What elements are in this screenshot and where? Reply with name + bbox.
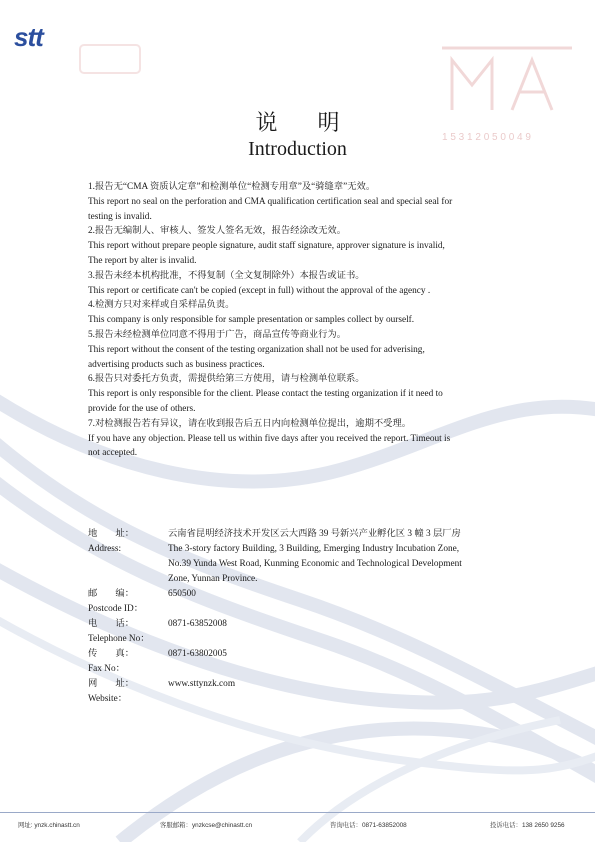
postcode-label-en: Postcode ID：: [88, 604, 144, 614]
website-value[interactable]: www.sttynzk.com: [168, 679, 236, 689]
address-row-en-2: [88, 557, 518, 572]
website-row-en: [88, 692, 518, 707]
fax-label-cn-2: 真：: [115, 649, 134, 659]
note-6-cn: 6.报告只对委托方负责，需提供给第三方使用，请与检测单位联系。: [88, 374, 365, 385]
note-1-en: This report no seal on the perforation and CMA qualification certification seal and special seal for: [88, 196, 453, 207]
fax-value: 0871-63802005: [168, 649, 227, 659]
note-6-en: provide for the use of others.: [88, 403, 196, 414]
postcode-label-cn-2: 编：: [115, 589, 134, 599]
note-5-en: This report without the consent of the testing organization shall not be used for adverising,: [88, 344, 425, 355]
footer-consult-phone: 咨询电话：0871-63852008: [330, 822, 407, 829]
address-row-en-3: [88, 572, 518, 587]
website-label-en: Website：: [88, 694, 128, 704]
note-2-en: The report by alter is invalid.: [88, 255, 197, 266]
note-6-en: This report is only responsible for the client. Please contact the testing organization if it need to: [88, 389, 443, 400]
note-3-en: This report or certificate can't be copied (except in full) without the approval of the agency .: [88, 285, 431, 296]
postcode-value: 650500: [168, 589, 196, 599]
note-1-en: testing is invalid.: [88, 211, 152, 222]
address-value-cn: 云南省昆明经济技术开发区云大西路 39 号新兴产业孵化区 3 幢 3 层厂房: [168, 529, 461, 539]
header-seal-imprint: [40, 40, 150, 80]
address-value-en-2: No.39 Yunda West Road, Kunming Economic and Technological Development: [168, 559, 462, 569]
page-title-en: Introduction: [248, 138, 347, 160]
note-7-en: If you have any objection. Please tell us within five days after you received the report. Timeout is: [88, 433, 451, 444]
note-7-en: not accepted.: [88, 448, 138, 459]
fax-row: [88, 647, 518, 662]
postcode-label-cn-1: 邮: [88, 589, 98, 599]
telephone-label-en: Telephone No：: [88, 634, 150, 644]
note-4-en: This company is only responsible for sample presentation or samples collect by ourself.: [88, 315, 415, 326]
address-value-en-1: The 3-story factory Building, 3 Building, Emerging Industry Incubation Zone,: [168, 544, 460, 554]
note-3-cn: 3.报告未经本机构批准，不得复制（全文复制除外）本报告或证书。: [88, 270, 365, 281]
address-label-cn-1: 地: [88, 529, 98, 539]
note-5-en: advertising products such as business practices.: [88, 359, 265, 370]
telephone-value: 0871-63852008: [168, 619, 227, 629]
footer-email: 客服邮箱：ynzkcse@chinastt.cn: [160, 822, 253, 829]
telephone-label-cn-1: 电: [88, 619, 98, 629]
report-notes: [88, 180, 500, 461]
page-title-cn: 说明: [255, 111, 380, 136]
page-footer: [0, 812, 595, 842]
address-row-cn: [88, 527, 518, 542]
postcode-row-en: [88, 602, 518, 617]
telephone-row-en: [88, 632, 518, 647]
note-1-cn: 1.报告无“CMA 资质认定章”和检测单位“检测专用章”及“骑缝章”无效。: [88, 182, 376, 192]
contact-info: [88, 527, 518, 707]
address-label-cn-2: 址：: [115, 529, 134, 539]
note-4-cn: 4.检测方只对来样或自采样品负责。: [88, 300, 235, 311]
seal-number: 1 5 3 1 2 0 5 0 0 4 9: [442, 132, 531, 143]
footer-complaint-phone: 投诉电话：138 2650 9256: [490, 822, 565, 829]
website-label-cn-2: 址：: [115, 679, 134, 689]
telephone-row: [88, 617, 518, 632]
fax-row-en: [88, 662, 518, 677]
telephone-label-cn-2: 话：: [115, 619, 134, 629]
postcode-row: [88, 587, 518, 602]
website-label-cn-1: 网: [88, 679, 98, 689]
address-value-en-3: Zone, Yunnan Province.: [168, 574, 258, 584]
website-row: [88, 677, 518, 692]
stt-logo: stt: [14, 22, 43, 52]
address-label-en: Address:: [88, 544, 122, 554]
address-row-en: [88, 542, 518, 557]
note-2-cn: 2.报告无编制人、审核人、签发人签名无效，报告经涂改无效。: [88, 226, 346, 237]
fax-label-en: Fax No：: [88, 664, 125, 674]
footer-site: 网址: ynzk.chinastt.cn: [18, 822, 80, 829]
note-2-en: This report without prepare people signature, audit staff signature, approver signature is invalid,: [88, 241, 445, 252]
fax-label-cn-1: 传: [88, 649, 98, 659]
note-5-cn: 5.报告未经检测单位同意不得用于广告，商品宣传等商业行为。: [88, 329, 346, 340]
note-7-cn: 7.对检测报告若有异议，请在收到报告后五日内向检测单位提出，逾期不受理。: [88, 418, 412, 429]
